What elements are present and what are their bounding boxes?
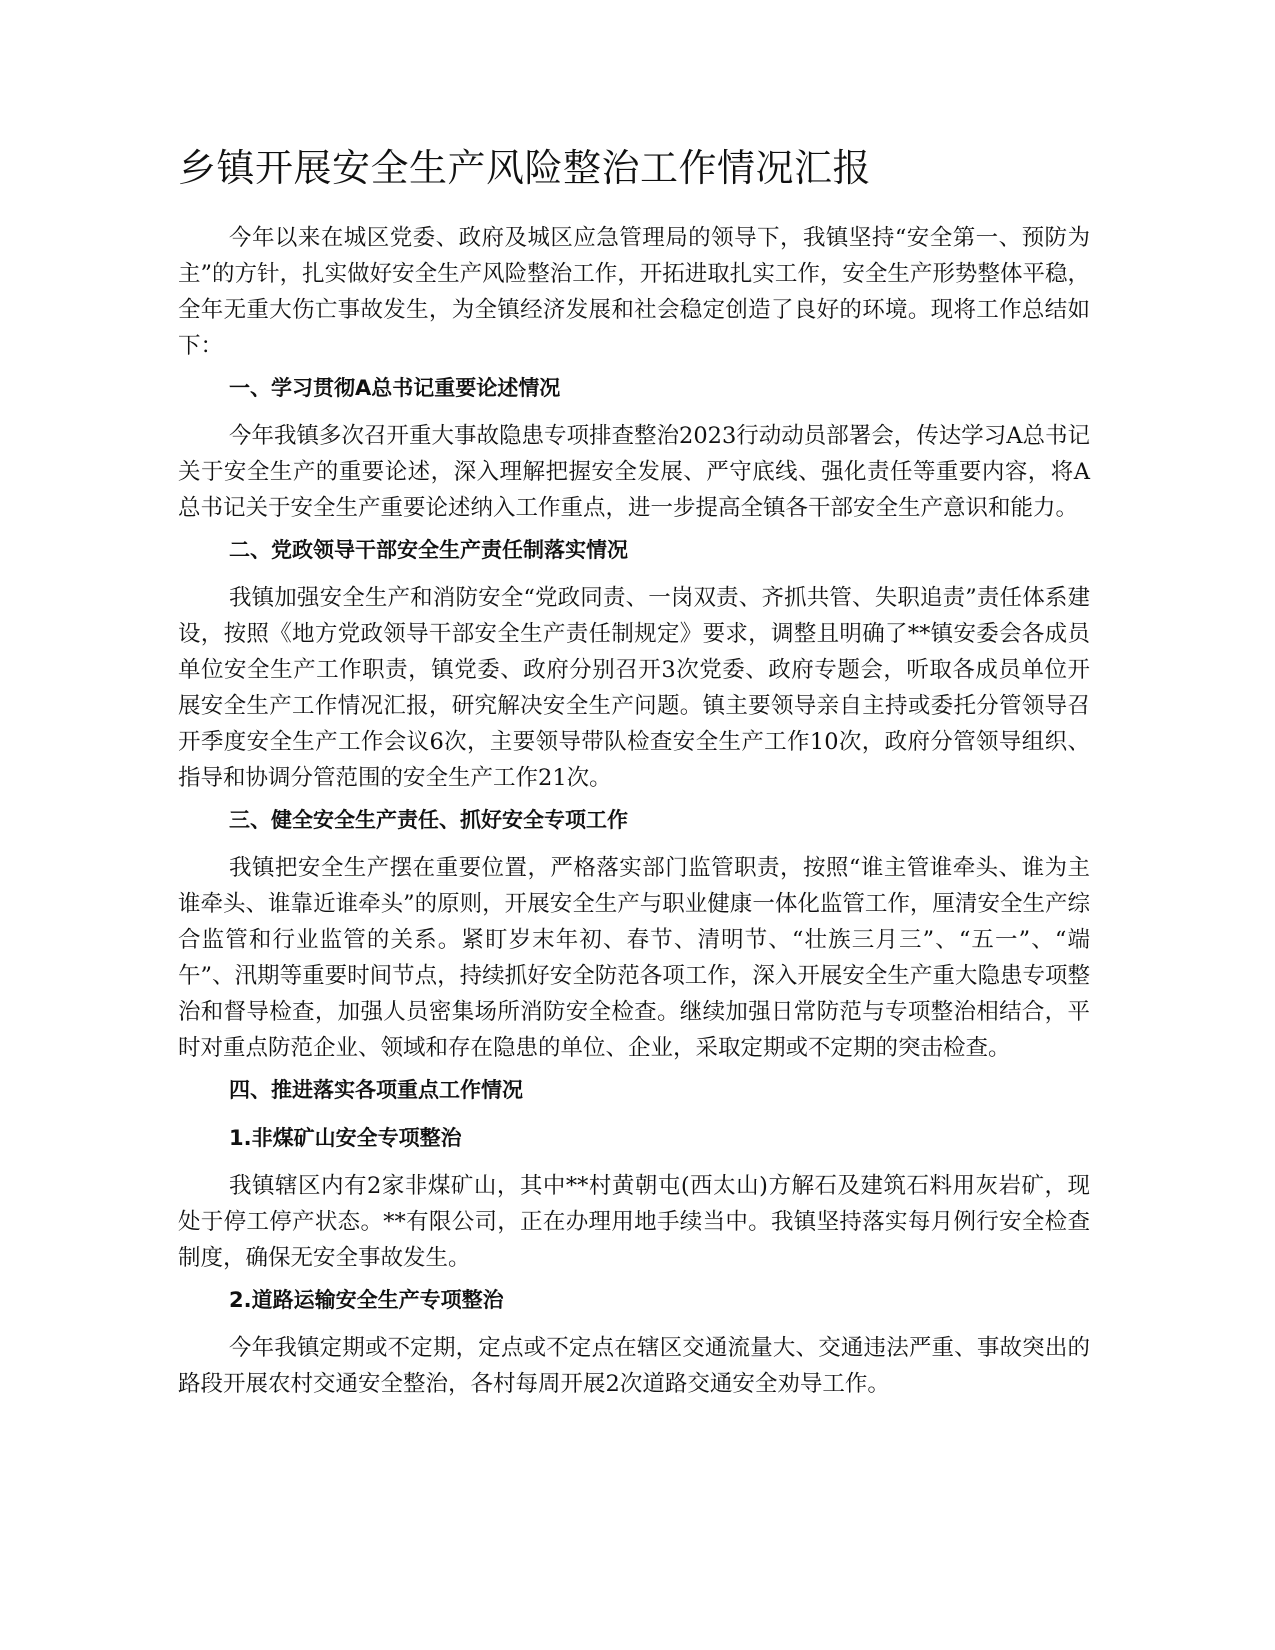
intro-paragraph: 今年以来在城区党委、政府及城区应急管理局的领导下，我镇坚持“安全第一、预防为主”的方针，扎实做好安全生产风险整治工作，开拓进取扎实工作，安全生产形势整体平稳，全年无重大伤亡事故发生，为全镇经济发展和社会稳定创造了良好的环境。现将工作总结如下： [178, 225, 1090, 359]
section-heading: 一、学习贯彻A总书记重要论述情况 [229, 376, 561, 400]
section-paragraph: 今年我镇多次召开重大事故隐患专项排查整治2023行动动员部署会，传达学习A总书记关于安全生产的重要论述，深入理解把握安全发展、严守底线、强化责任等重要内容，将A总书记关于安全生产重要论述纳入工作重点，进一步提高全镇各干部安全生产意识和能力。 [178, 423, 1091, 521]
section-heading: 三、健全安全生产责任、抓好安全专项工作 [229, 808, 628, 832]
section-paragraph: 我镇加强安全生产和消防安全“党政同责、一岗双责、齐抓共管、失职追责”责任体系建设，按照《地方党政领导干部安全生产责任制规定》要求，调整且明确了**镇安委会各成员单位安全生产工作职责，镇党委、政府分别召开3次党委、政府专题会，听取各成员单位开展安全生产工作情况汇报，研究解决安全生产问题。镇主要领导亲自主持或委托分管领导召开季度安全生产工作会议6次，主要领导带队检查安全生产工作10次，政府分管领导组织、指导和协调分管范围的安全生产工作21次。 [178, 585, 1090, 791]
subsection-heading: 2.道路运输安全生产专项整治 [229, 1288, 504, 1312]
section-paragraph: 我镇把安全生产摆在重要位置，严格落实部门监管职责，按照“谁主管谁牵头、谁为主谁牵头、谁靠近谁牵头”的原则，开展安全生产与职业健康一体化监管工作，厘清安全生产综合监管和行业监管的关系。紧盯岁末年初、春节、清明节、“壮族三月三”、“五一”、“端午”、汛期等重要时间节点，持续抓好安全防范各项工作，深入开展安全生产重大隐患专项整治和督导检查，加强人员密集场所消防安全检查。继续加强日常防范与专项整治相结合，平时对重点防范企业、领域和存在隐患的单位、企业，采取定期或不定期的突击检查。 [178, 855, 1090, 1061]
section-heading: 四、推进落实各项重点工作情况 [229, 1078, 523, 1102]
section-heading: 二、党政领导干部安全生产责任制落实情况 [229, 538, 628, 562]
subsection-heading: 1.非煤矿山安全专项整治 [229, 1126, 462, 1150]
subsection-paragraph: 我镇辖区内有2家非煤矿山，其中**村黄朝屯(西太山)方解石及建筑石料用灰岩矿，现处于停工停产状态。**有限公司，正在办理用地手续当中。我镇坚持落实每月例行安全检查制度，确保无安全事故发生。 [178, 1173, 1090, 1271]
subsection-paragraph: 今年我镇定期或不定期，定点或不定点在辖区交通流量大、交通违法严重、事故突出的路段开展农村交通安全整治，各村每周开展2次道路交通安全劝导工作。 [178, 1335, 1090, 1397]
document-page [178, 140, 1090, 1408]
document-title: 乡镇开展安全生产风险整治工作情况汇报 [178, 146, 872, 190]
